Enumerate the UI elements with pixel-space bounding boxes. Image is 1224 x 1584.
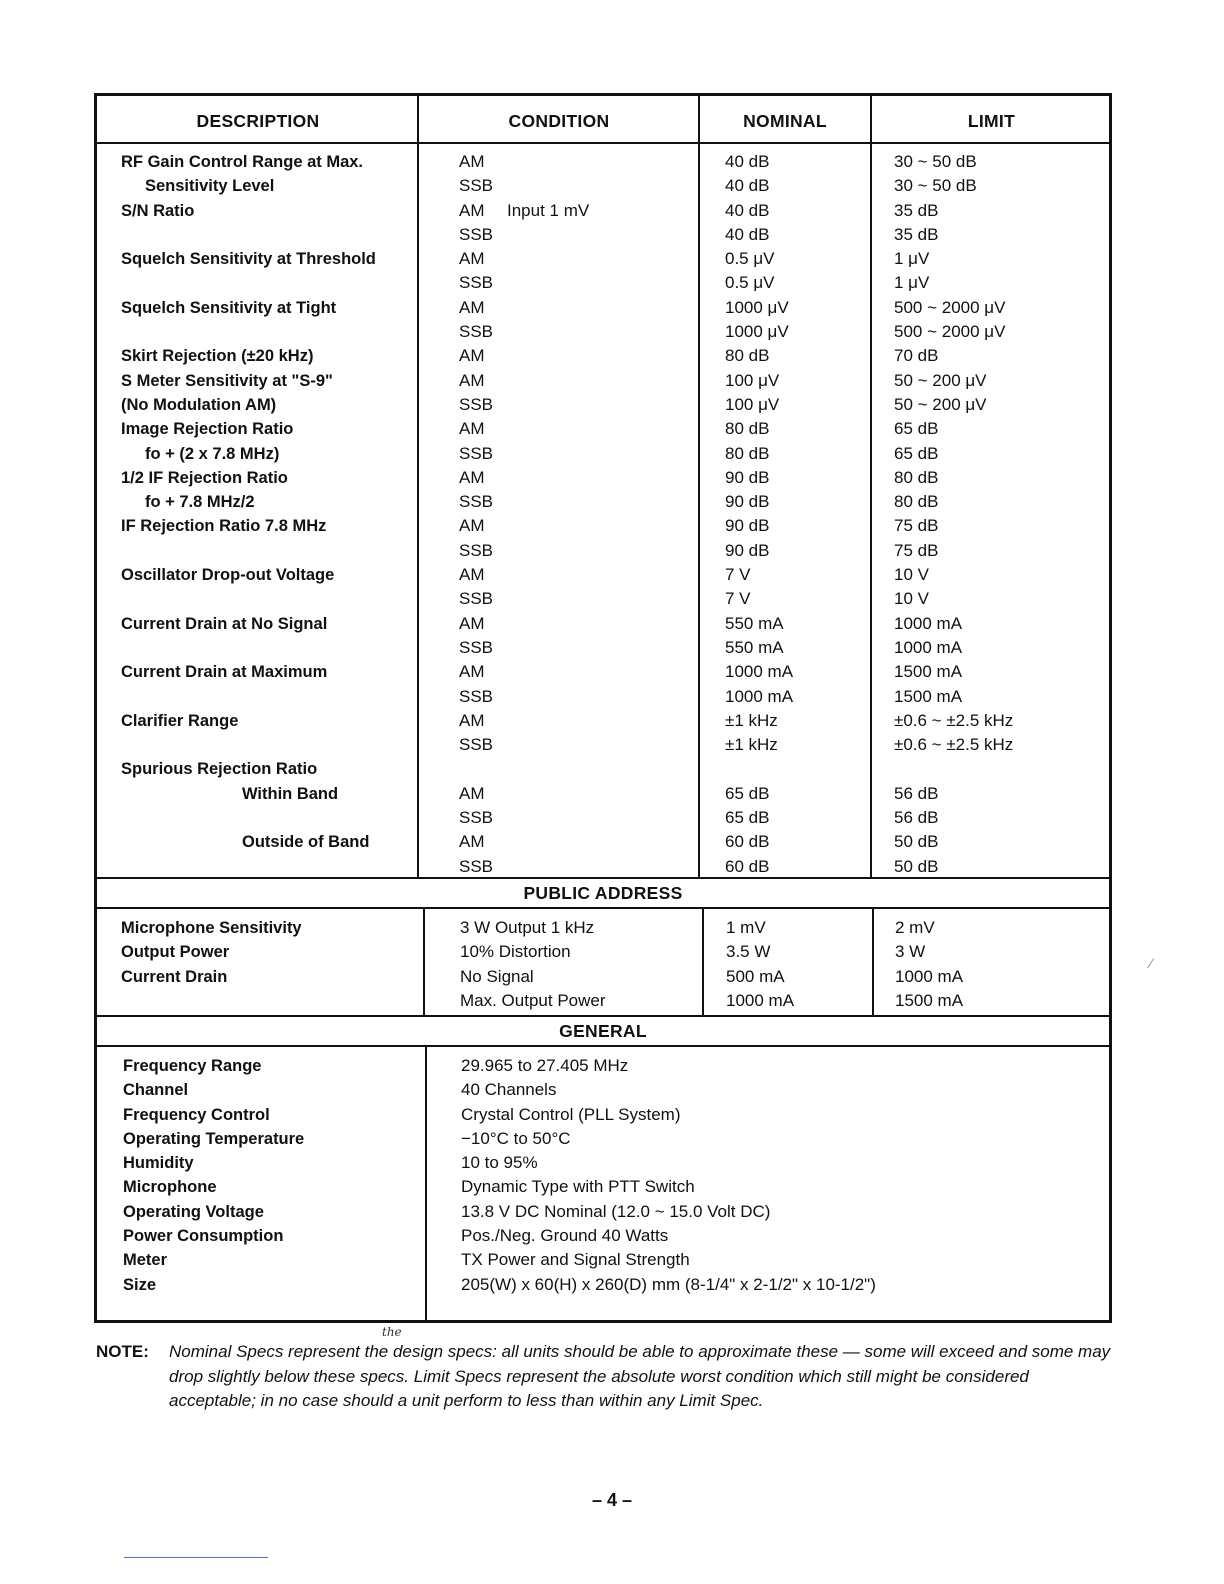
receiver-nominal-col (725, 150, 869, 879)
description-cell: Within Band (242, 784, 339, 803)
description-cell: Squelch Sensitivity at Threshold (121, 250, 376, 269)
general-label: Channel (123, 1081, 189, 1100)
limit-cell: 50 ~ 200 μV (894, 394, 987, 414)
condition-cell: SSB (459, 808, 494, 828)
description-cell: S Meter Sensitivity at "S-9" (121, 371, 333, 390)
general-value: Dynamic Type with PTT Switch (461, 1177, 695, 1197)
limit-cell: 65 dB (894, 443, 939, 463)
condition-cell: AM (459, 346, 485, 366)
description-cell: Sensitivity Level (145, 177, 275, 196)
general-value: −10°C to 50°C (461, 1128, 571, 1148)
condition-cell: No Signal (460, 966, 534, 986)
limit-cell: 50 dB (894, 832, 939, 852)
general-label: Operating Temperature (123, 1129, 305, 1148)
nominal-cell: 90 dB (725, 492, 770, 512)
footer-rule (124, 1557, 268, 1558)
nominal-cell: 550 mA (725, 637, 784, 657)
nominal-cell: 80 dB (725, 419, 770, 439)
condition-cell: AM (459, 516, 485, 536)
limit-cell: 500 ~ 2000 μV (894, 322, 1006, 342)
general-value: Pos./Neg. Ground 40 Watts (461, 1226, 669, 1246)
condition-cell (459, 199, 697, 223)
condition-cell: AM (459, 249, 485, 269)
condition-cell: AM (459, 832, 485, 852)
pa-limit-col (895, 916, 1109, 1013)
general-value: 205(W) x 60(H) x 260(D) mm (8-1/4" x 2-1/2" x 10-1/2") (461, 1274, 876, 1294)
nominal-cell: ±1 kHz (725, 710, 778, 730)
limit-cell: 2 mV (895, 918, 935, 937)
stray-mark: ⁄ (1150, 955, 1153, 971)
nominal-cell: 1000 mA (726, 990, 795, 1010)
nominal-cell: 7 V (725, 589, 751, 609)
condition-cell: AM (459, 710, 485, 730)
description-cell: IF Rejection Ratio 7.8 MHz (121, 517, 327, 536)
general-value: Crystal Control (PLL System) (461, 1104, 681, 1124)
limit-cell: ±0.6 ~ ±2.5 kHz (894, 710, 1014, 730)
general-label: Microphone (123, 1178, 217, 1197)
condition-cell: SSB (459, 224, 494, 244)
limit-cell: 1500 mA (895, 990, 964, 1010)
limit-cell: 56 dB (894, 783, 939, 803)
header-description: DESCRIPTION (196, 111, 320, 131)
condition-cell: SSB (459, 589, 494, 609)
nominal-cell: 60 dB (725, 832, 770, 852)
description-cell (121, 539, 417, 563)
limit-cell: 30 ~ 50 dB (894, 176, 977, 196)
nominal-cell: 3.5 W (726, 942, 771, 962)
limit-cell: 30 ~ 50 dB (894, 152, 977, 171)
condition-cell: AM (459, 297, 485, 317)
general-value: 40 Channels (461, 1080, 557, 1100)
limit-cell: 50 dB (894, 856, 939, 876)
limit-cell: 1500 mA (894, 662, 963, 682)
note-text: Nominal Specs represent the design specs: all units should be able to approximate these — some will exceed and some may drop slightly below these specs. Limit Specs represent the absolute worst condition which still might be considered acceptable; in no case should a unit perform to less than within any Limit Spec. (169, 1342, 1111, 1410)
note-label: NOTE: (96, 1342, 149, 1361)
nominal-cell: 80 dB (725, 443, 770, 463)
condition-cell: SSB (459, 735, 494, 755)
limit-cell: 1 μV (894, 273, 930, 293)
description-cell (121, 685, 417, 709)
condition-input-level: Input 1 mV (507, 200, 590, 220)
nominal-cell: 7 V (725, 565, 751, 585)
description-cell: Microphone Sensitivity (121, 919, 302, 937)
header-nominal: NOMINAL (743, 111, 827, 131)
nominal-cell: 1 mV (726, 918, 766, 937)
description-cell (121, 320, 417, 344)
description-cell: Spurious Rejection Ratio (121, 760, 318, 779)
limit-cell (894, 757, 1110, 781)
nominal-cell: 80 dB (725, 346, 770, 366)
condition-cell: SSB (459, 492, 494, 512)
spec-table (94, 93, 1112, 1323)
limit-cell: 1000 mA (895, 966, 964, 986)
condition-cell: 10% Distortion (460, 942, 571, 962)
limit-cell: 3 W (895, 942, 926, 962)
description-cell: Output Power (121, 943, 230, 962)
limit-cell: 1500 mA (894, 686, 963, 706)
condition-cell: Max. Output Power (460, 990, 606, 1010)
pa-condition-col (460, 916, 700, 1013)
nominal-cell: 60 dB (725, 856, 770, 876)
general-value-col (461, 1054, 1101, 1297)
general-label: Size (123, 1275, 157, 1294)
section-divider-gen-bottom (97, 1045, 1109, 1047)
nominal-cell: 40 dB (725, 152, 770, 171)
general-label: Operating Voltage (123, 1202, 264, 1221)
description-cell (121, 271, 417, 295)
condition-cell: SSB (459, 856, 494, 876)
nominal-cell: 1000 μV (725, 322, 789, 342)
limit-cell: 10 V (894, 565, 929, 585)
handwritten-correction: the (382, 1325, 402, 1339)
nominal-cell: 100 μV (725, 370, 780, 390)
condition-cell: 3 W Output 1 kHz (460, 918, 595, 937)
nominal-cell: ±1 kHz (725, 735, 778, 755)
condition-cell: AM (459, 565, 485, 585)
nominal-cell: 40 dB (725, 224, 770, 244)
limit-cell: 70 dB (894, 346, 939, 366)
limit-cell: 56 dB (894, 808, 939, 828)
general-description-col (123, 1054, 423, 1297)
description-cell: fo + (2 x 7.8 MHz) (145, 444, 280, 463)
limit-cell: 35 dB (894, 200, 939, 220)
nominal-cell: 65 dB (725, 783, 770, 803)
limit-cell: 1000 mA (894, 637, 963, 657)
limit-cell: 10 V (894, 589, 929, 609)
pa-col-divider-3 (872, 907, 874, 1015)
nominal-cell: 1000 μV (725, 297, 789, 317)
col-divider-3 (870, 96, 872, 877)
limit-cell: 50 ~ 200 μV (894, 370, 987, 390)
description-cell: Current Drain at Maximum (121, 663, 328, 682)
condition-cell: AM (459, 783, 485, 803)
receiver-description-col (121, 150, 417, 879)
page-number: – 4 – (591, 1490, 633, 1510)
condition-cell: AM (459, 662, 485, 682)
general-label: Power Consumption (123, 1227, 284, 1246)
pa-col-divider-1 (423, 907, 425, 1015)
limit-cell: 75 dB (894, 516, 939, 536)
section-title-public-address: PUBLIC ADDRESS (523, 883, 683, 903)
limit-cell: 1 μV (894, 249, 930, 269)
nominal-cell: 1000 mA (725, 662, 794, 682)
condition-cell: SSB (459, 637, 494, 657)
header-condition: CONDITION (508, 111, 610, 131)
receiver-limit-col (894, 150, 1110, 879)
nominal-cell: 65 dB (725, 808, 770, 828)
description-cell: Image Rejection Ratio (121, 420, 294, 439)
condition-cell: SSB (459, 394, 494, 414)
condition-cell: SSB (459, 176, 494, 196)
general-value: 13.8 V DC Nominal (12.0 ~ 15.0 Volt DC) (461, 1201, 771, 1221)
description-cell: Current Drain at No Signal (121, 614, 328, 633)
nominal-cell: 550 mA (725, 613, 784, 633)
limit-cell: 500 ~ 2000 μV (894, 297, 1006, 317)
description-cell (121, 989, 421, 1013)
condition-cell: SSB (459, 686, 494, 706)
pa-col-divider-2 (702, 907, 704, 1015)
description-cell: (No Modulation AM) (121, 395, 277, 414)
limit-cell: 75 dB (894, 540, 939, 560)
description-cell (121, 733, 417, 757)
nominal-cell: 90 dB (725, 467, 770, 487)
condition-mode: AM (459, 200, 485, 220)
description-cell (121, 855, 417, 879)
general-value: TX Power and Signal Strength (461, 1250, 690, 1270)
pa-description-col (121, 916, 421, 1013)
description-cell: fo + 7.8 MHz/2 (145, 493, 255, 512)
condition-cell: SSB (459, 540, 494, 560)
nominal-cell: 90 dB (725, 540, 770, 560)
description-cell: Oscillator Drop-out Voltage (121, 566, 335, 585)
pa-nominal-col (726, 916, 870, 1013)
general-label: Frequency Control (123, 1105, 270, 1124)
condition-cell: AM (459, 419, 485, 439)
nominal-cell: 0.5 μV (725, 273, 775, 293)
section-title-general: GENERAL (559, 1021, 647, 1041)
description-cell: Outside of Band (242, 833, 370, 852)
col-divider-2 (698, 96, 700, 877)
limit-cell: 65 dB (894, 419, 939, 439)
general-value: 29.965 to 27.405 MHz (461, 1056, 629, 1075)
description-cell: Current Drain (121, 967, 228, 986)
description-cell (121, 806, 417, 830)
description-cell: Squelch Sensitivity at Tight (121, 298, 337, 317)
limit-cell: 35 dB (894, 224, 939, 244)
description-cell: S/N Ratio (121, 201, 195, 220)
condition-cell: AM (459, 370, 485, 390)
description-cell: 1/2 IF Rejection Ratio (121, 468, 288, 487)
nominal-cell: 500 mA (726, 966, 785, 986)
header-limit: LIMIT (967, 111, 1016, 131)
condition-cell: AM (459, 152, 485, 171)
nominal-cell: 100 μV (725, 394, 780, 414)
description-cell: RF Gain Control Range at Max. (121, 153, 364, 171)
description-cell: Clarifier Range (121, 711, 239, 730)
nominal-cell: 0.5 μV (725, 249, 775, 269)
limit-cell: 1000 mA (894, 613, 963, 633)
nominal-cell (725, 757, 869, 781)
condition-cell: SSB (459, 322, 494, 342)
condition-cell: AM (459, 467, 485, 487)
header-divider (97, 142, 1109, 144)
description-cell: Skirt Rejection (±20 kHz) (121, 347, 314, 366)
nominal-cell: 90 dB (725, 516, 770, 536)
section-divider-pa-bottom (97, 907, 1109, 909)
general-value: 10 to 95% (461, 1153, 538, 1173)
limit-cell: 80 dB (894, 492, 939, 512)
limit-cell: 80 dB (894, 467, 939, 487)
description-cell (121, 587, 417, 611)
condition-cell (459, 757, 697, 781)
nominal-cell: 1000 mA (725, 686, 794, 706)
receiver-condition-col (459, 150, 697, 879)
gen-col-divider (425, 1045, 427, 1323)
condition-cell: SSB (459, 443, 494, 463)
nominal-cell: 40 dB (725, 200, 770, 220)
condition-cell: SSB (459, 273, 494, 293)
general-label: Meter (123, 1251, 168, 1270)
description-cell (121, 636, 417, 660)
nominal-cell: 40 dB (725, 176, 770, 196)
description-cell (121, 223, 417, 247)
general-label: Frequency Range (123, 1057, 262, 1075)
limit-cell: ±0.6 ~ ±2.5 kHz (894, 735, 1014, 755)
col-divider-1 (417, 96, 419, 877)
condition-cell: AM (459, 613, 485, 633)
general-label: Humidity (123, 1154, 194, 1173)
